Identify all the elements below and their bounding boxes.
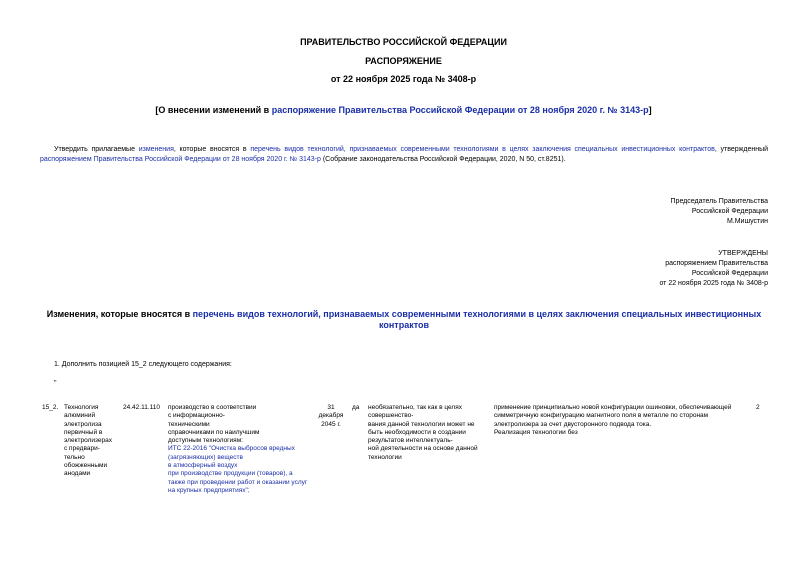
document-title bbox=[0, 105, 807, 115]
link-changes[interactable]: изменения bbox=[138, 146, 174, 153]
tech-line: Технология bbox=[64, 404, 99, 411]
body-text-3: , утвержденный bbox=[714, 146, 769, 153]
row-deadline bbox=[316, 404, 346, 429]
explanation-line: быть необходимости в создании bbox=[368, 428, 466, 436]
production-line: справочниками по наилучшим bbox=[168, 428, 260, 436]
changes-title-link[interactable]: перечень видов технологий, признаваемых современными технологиями в целях заключения специальных инвестиционных bbox=[192, 309, 762, 319]
body-text-4: (Собрание законодательства Российской Федерации, 2020, N 50, ст.8251). bbox=[320, 156, 566, 163]
explanation-line: совершенство- bbox=[368, 412, 414, 420]
its-link-line[interactable]: также при проведении работ и оказании услуг bbox=[168, 478, 308, 486]
row-description bbox=[494, 404, 744, 437]
its-link-line[interactable]: (загрязняющих) веществ bbox=[168, 453, 243, 461]
explanation-line: ной деятельности на основе данной bbox=[368, 445, 478, 453]
deadline-line: 31 bbox=[327, 404, 335, 411]
tech-line: электролизерах bbox=[64, 437, 112, 445]
signature-country: Российской Федерации bbox=[691, 208, 768, 215]
description-line: Реализация технологии без bbox=[494, 428, 578, 436]
document-date: от 22 ноября 2025 года № 3408-р bbox=[330, 74, 477, 84]
its-link-line[interactable]: в атмосферный воздух bbox=[168, 462, 238, 470]
explanation-line: вания данной технологии может не bbox=[368, 420, 475, 428]
title-suffix: ] bbox=[648, 105, 652, 115]
tech-line: тельно bbox=[64, 453, 85, 461]
its-link-line[interactable]: при производстве продукции (товаров), а bbox=[168, 470, 293, 478]
changes-title bbox=[40, 309, 768, 331]
its-link-line[interactable]: на крупных предприятиях"; bbox=[168, 486, 250, 494]
row-production bbox=[168, 404, 318, 495]
tech-line: с предвари- bbox=[64, 445, 100, 453]
approval-block bbox=[518, 249, 768, 289]
body-text-1: Утвердить прилагаемые bbox=[54, 146, 139, 153]
signature-name: М.Мишустин bbox=[726, 218, 768, 225]
link-decree-3143[interactable]: распоряжением Правительства Российской Федерации от 28 ноября 2020 г. № 3143-р bbox=[40, 156, 321, 163]
approval-word: УТВЕРЖДЕНЫ bbox=[718, 250, 768, 257]
row-yes: да bbox=[352, 404, 360, 411]
description-line: электролизера за счет двусторонного подвода тока. bbox=[494, 420, 652, 428]
row-okpd-code: 24.42.11.110 bbox=[123, 404, 160, 411]
quote-mark: " bbox=[54, 380, 57, 387]
body-paragraph bbox=[40, 145, 768, 165]
description-line: применение принципиально новой конфигурации ошиновки, обеспечивающей bbox=[494, 404, 732, 411]
item-1-text: 1. Дополнить позицией 15_2 следующего содержания: bbox=[54, 361, 232, 368]
row-number: 15_2. bbox=[42, 404, 59, 411]
body-text-2: , которые вносятся в bbox=[173, 146, 251, 153]
deadline-line: 2045 г. bbox=[321, 420, 341, 428]
signature-block bbox=[518, 197, 768, 227]
approval-by: распоряжением Правительства bbox=[665, 260, 768, 267]
tech-line: электролиза bbox=[64, 420, 102, 428]
production-line: производство в соответствии bbox=[168, 404, 257, 411]
production-line: доступным технологиям: bbox=[168, 437, 243, 445]
title-prefix: [О внесении изменений в bbox=[155, 105, 272, 115]
tech-line: алюминий bbox=[64, 412, 96, 420]
document-type: РАСПОРЯЖЕНИЕ bbox=[365, 56, 442, 66]
signature-position: Председатель Правительства bbox=[670, 198, 768, 205]
approval-date: от 22 ноября 2025 года № 3408-р bbox=[659, 280, 768, 287]
title-link-decree-3143[interactable]: распоряжение Правительства Российской Федерации от 28 ноября 2020 г. № 3143-р bbox=[271, 105, 649, 115]
production-line: с информационно- bbox=[168, 412, 225, 420]
row-technology bbox=[64, 404, 124, 479]
explanation-line: необязательно, так как в целях bbox=[368, 404, 462, 411]
government-name: ПРАВИТЕЛЬСТВО РОССИЙСКОЙ ФЕДЕРАЦИИ bbox=[300, 37, 507, 47]
tech-line: обожженными bbox=[64, 462, 108, 470]
row-explanation bbox=[368, 404, 488, 462]
description-line: симметричную конфигурацию магнитного поля в металле по сторонам bbox=[494, 412, 709, 420]
tech-line: первичный в bbox=[64, 428, 103, 436]
deadline-line: декабря bbox=[318, 412, 344, 420]
production-line: техническими bbox=[168, 420, 210, 428]
its-link-line[interactable]: ИТС 22-2016 "Очистка выбросов вредных bbox=[168, 445, 295, 453]
approval-country: Российской Федерации bbox=[691, 270, 768, 277]
row-last-value: 2 bbox=[756, 404, 760, 411]
changes-title-link-2[interactable]: контрактов bbox=[378, 320, 430, 330]
explanation-line: технологии bbox=[368, 453, 402, 461]
explanation-line: результатов интеллектуаль- bbox=[368, 437, 453, 445]
changes-title-prefix: Изменения, которые вносятся в bbox=[46, 309, 193, 319]
tech-line: анодами bbox=[64, 470, 91, 478]
link-tech-list[interactable]: перечень видов технологий, признаваемых современными технологиями в целях заключения специальных инвестиционных контрактов bbox=[250, 146, 715, 153]
